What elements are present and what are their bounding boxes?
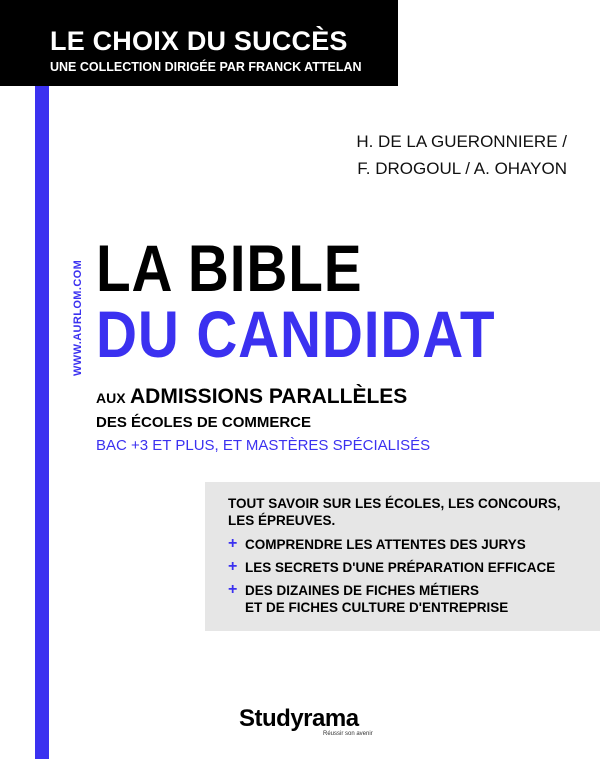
website-url: WWW.AURLOM.COM <box>72 259 84 376</box>
list-item <box>228 536 555 553</box>
book-title-line-1: LA BIBLE <box>96 231 363 305</box>
list-item <box>228 559 555 576</box>
info-panel <box>205 482 600 631</box>
plus-icon: + <box>228 535 238 552</box>
list-item-text: DES DIZAINES DE FICHES MÉTIERS <box>245 583 480 598</box>
authors-line-1: H. DE LA GUERONNIERE / <box>356 132 567 151</box>
list-item-text: COMPRENDRE LES ATTENTES DES JURYS <box>245 537 526 552</box>
collection-subtitle: UNE COLLECTION DIRIGÉE PAR FRANCK ATTELAN <box>50 60 362 74</box>
collection-title: LE CHOIX DU SUCCÈS <box>50 26 348 56</box>
authors-line-2: F. DROGOUL / A. OHAYON <box>357 159 567 178</box>
publisher-name: Studyrama <box>239 705 359 732</box>
plus-icon: + <box>228 558 238 575</box>
list-item <box>228 582 555 616</box>
accent-stripe <box>35 86 49 759</box>
info-list <box>228 536 555 622</box>
collection-banner <box>0 0 398 86</box>
info-intro: TOUT SAVOIR SUR LES ÉCOLES, LES CONCOURS, LES ÉPREUVES. <box>228 496 561 528</box>
subtitle-line-2: DES ÉCOLES DE COMMERCE <box>96 414 312 431</box>
subtitle-line-3: BAC +3 ET PLUS, ET MASTÈRES SPÉCIALISÉS <box>96 437 431 454</box>
plus-icon: + <box>228 581 238 598</box>
publisher-tagline: Réussir son avenir <box>323 731 373 737</box>
subtitle-prefix: AUX <box>96 390 126 406</box>
authors <box>356 128 567 182</box>
list-item-text: LES SECRETS D'UNE PRÉPARATION EFFICACE <box>245 560 556 575</box>
book-title-line-2: DU CANDIDAT <box>96 297 496 371</box>
list-item-continuation: ET DE FICHES CULTURE D'ENTREPRISE <box>245 600 509 615</box>
publisher-logo <box>239 705 373 737</box>
subtitle-main: ADMISSIONS PARALLÈLES <box>130 385 408 408</box>
subtitle-line-1 <box>96 385 407 409</box>
